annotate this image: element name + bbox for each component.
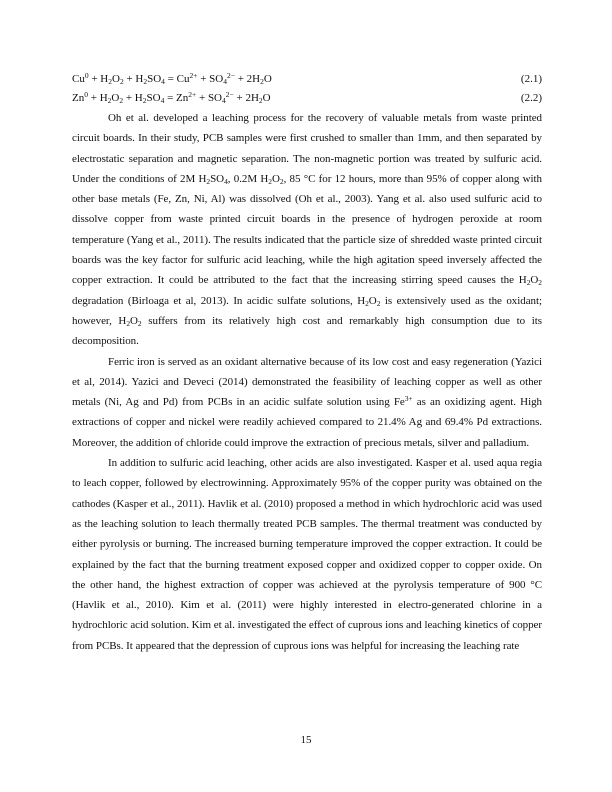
equation-2-1 [72, 70, 542, 89]
equation-2-1-expression: $Cu^0 + H_2O_2 + H_2SO_4 = Cu^{2+} + SO_4^{2-} + 2H_2O$ [72, 71, 272, 86]
equation-2-2-expression: $Zn^0 + H_2O_2 + H_2SO_4 = Zn^{2+} + SO_4^{2-} + 2H_2O$ [72, 90, 271, 105]
paragraph-other-acids: In addition to sulfuric acid leaching, other acids are also investigated. Kasper et al. used aqua regia to leach copper, followed by electrowinning. Approximately 95% of the copper purity was obtained on the cathodes (Kasper et al., 2011). Havlik et al. (2010) proposed a method in which hydrochloric acid was used as the leaching solution to leach thermally treated PCB samples. The thermal treatment was conducted by either pyrolysis or burning. The increased burning temperature improved the copper extraction. It could be explained by the fact that the burning treatment exposed copper and oxidized copper to copper oxide. On the other hand, the highest extraction of copper was achieved at the pyrolysis temperature of 900 °C (Havlik et al., 2010). Kim et al. (2011) were highly interested in electro-generated chlorine in a hydrochloric acid solution. Kim et al. investigated the effect of cuprous ions and leaching kinetics of copper from PCBs. It appeared that the depression of cuprous ions was helpful for increasing the leaching rate [72, 457, 542, 652]
page-body [72, 70, 542, 656]
equation-number: (2.1) [520, 73, 542, 85]
equation-number: (2.2) [520, 92, 542, 104]
equation-2-2 [72, 89, 542, 108]
paragraph-sulfuric-acid: Oh et al. developed a leaching process for the recovery of valuable metals from waste printed circuit boards. In their study, PCB samples were first crushed to smaller than 1mm, and then separated by electrostatic separation and magnetic separation. The non-magnetic portion was treated by sulfuric acid. Under the conditions of 2M $H_2SO_4$, 0.2M $H_2O_2$, 85 °C for 12 hours, more than 95% of copper along with other base metals (Fe, Zn, Ni, Al) was dissolved (Oh et al., 2003). Yang et al. also used sulfuric acid to dissolve copper from waste printed circuit boards in the presence of hydrogen peroxide at room temperature (Yang et al., 2011). The results indicated that the particle size of shredded waste printed circuit boards was the key factor for sulfuric acid leaching, while the high agitation speed inversely affected the copper extraction. It could be attributed to the fact that the increasing stirring speed causes the $H_2O_2$ degradation (Birloaga et al, 2013). In acidic sulfate solutions, $H_2O_2$ is extensively used as the oxidant; however, $H_2O_2$ suffers from its relatively high cost and remarkably high consumption due to its decomposition. [72, 112, 542, 348]
page-number: 15 [300, 734, 312, 746]
paragraph-ferric-iron: Ferric iron is served as an oxidant alternative because of its low cost and easy regeneration (Yazici et al, 2014). Yazici and Deveci (2014) demonstrated the feasibility of leaching copper as well as other metals (Ni, Ag and Pd) from PCBs in an acidic sulfate solution using $Fe^{3+}$ as an oxidizing agent. High extractions of copper and nickel were readily achieved compared to 21.4% Ag and 69.4% Pd extractions. Moreover, the addition of chloride could improve the extraction of precious metals, silver and palladium. [72, 355, 542, 449]
